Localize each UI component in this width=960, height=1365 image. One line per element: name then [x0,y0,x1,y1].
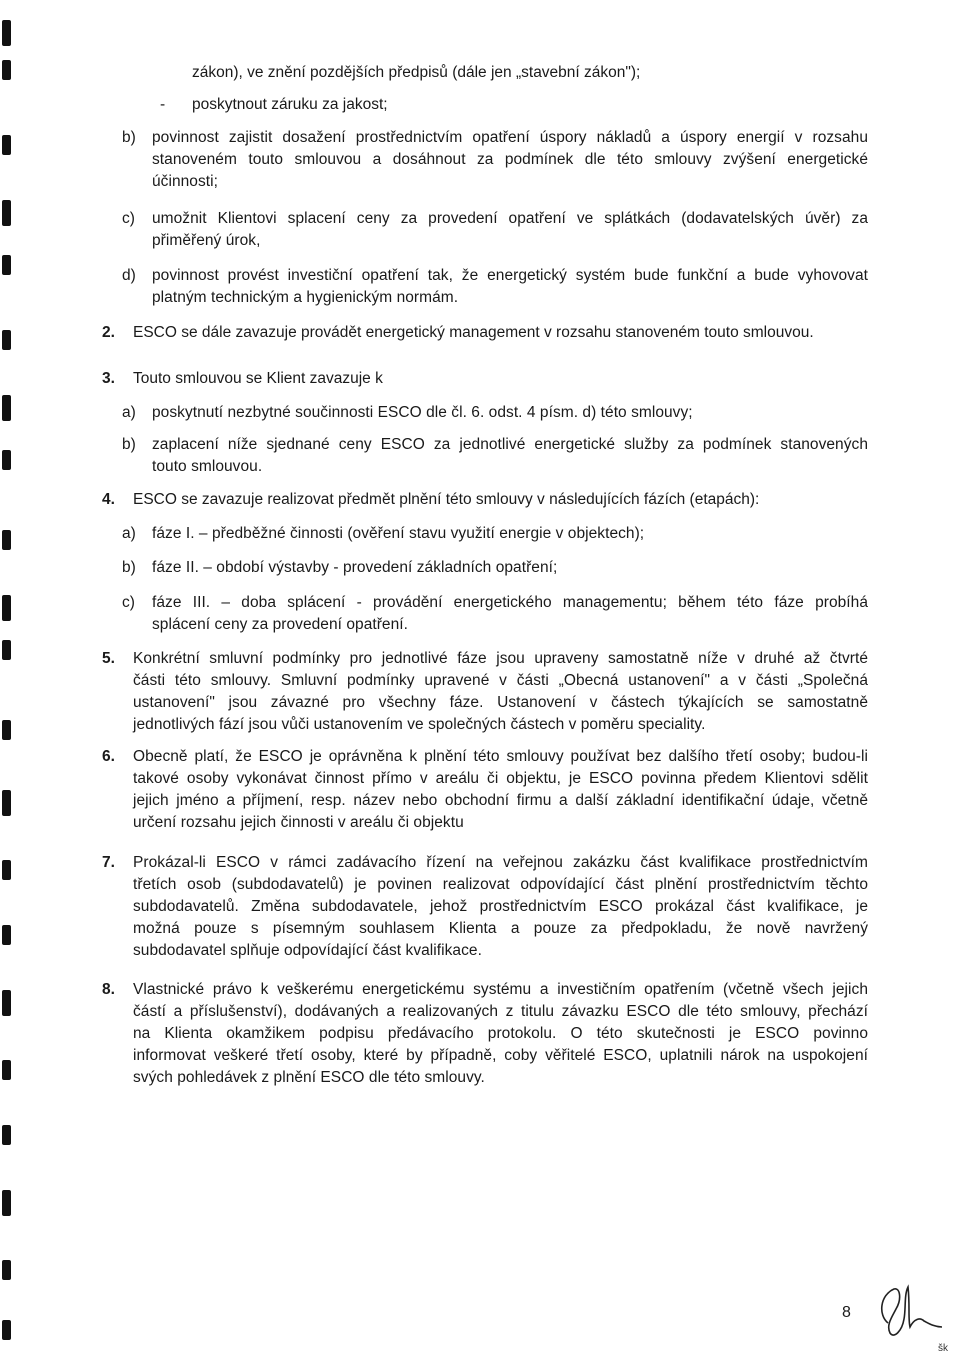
text-line: platným technickým a hygienickým normám. [152,289,459,306]
text-line: přiměřený úrok, [152,232,261,249]
text-line: částí a příslušenství), dodávaných a realizovaných z titulu závazku ESCO dle této smlouvy, přechází [133,1003,868,1020]
text-line: subdodavatel splňuje odpovídající část kvalifikace. [133,942,482,959]
list-item-label: a) [122,525,136,542]
binding-hole [2,1320,11,1340]
list-item-text [152,127,868,193]
text-line: jejich jméno a příjmení, resp. název nebo obchodní firmu a další základní identifikační údaje, včetně [133,792,868,809]
section-text: ESCO se zavazuje realizovat předmět plnění této smlouvy v následujících fázích (etapách): [133,491,760,508]
text-line: možná pouze s písemným souhlasem Klienta a pouze za předpokladu, že nově navržený [133,920,868,937]
list-item-label: b) [122,436,136,453]
list-item-text [152,208,868,252]
text-line: takové osoby vykonávat činnost přímo v areálu či objektu, je ESCO povinna předem Klientovi sdělit [133,770,868,787]
section-text [133,746,868,834]
list-item-text [152,557,868,579]
section-number: 3. [102,370,115,387]
binding-hole [2,395,11,421]
section-text: ESCO se dále zavazuje provádět energetický management v rozsahu stanoveném touto smlouvou. [133,324,814,341]
section-text [133,852,868,962]
section-number: 5. [102,650,115,667]
text-line: třetích osob (subdodavatelů) je povinen realizovat odpovídající část plnění prostřednictvím těchto [133,876,868,893]
binding-hole [2,1260,11,1280]
text-line: ustanovení" jsou závazné pro všechny fáze. Ustanovení v částech týkajících se samostatně [133,694,868,711]
text-line: účinnosti; [152,173,218,190]
list-item-label: c) [122,594,135,611]
binding-hole [2,790,11,816]
dash-item-text: poskytnout záruku za jakost; [192,96,388,113]
list-item-label: c) [122,210,135,227]
text-line: části této smlouvy. Smluvní podmínky upravené v části „Obecná ustanovení" a v části „Společná [133,672,868,689]
list-item-text [152,265,868,309]
text-line: na Klienta okamžikem podpisu předávacího protokolu. O této skutečnosti je ESCO povinno [133,1025,868,1042]
list-item-label: b) [122,559,136,576]
section-number: 7. [102,854,115,871]
binding-hole [2,860,11,880]
list-item-text [152,523,868,545]
list-item-text [152,402,868,424]
binding-hole [2,720,11,740]
text-line: subdodavatelů. Změna subdodavatele, jehož prostřednictvím ESCO prokázal část kvalifikace, je [133,898,868,915]
list-item-text [152,592,868,636]
top-line: zákon), ve znění pozdějších předpisů (dále jen „stavební zákon"); [192,64,641,81]
text-line: fáze I. – předběžné činnosti (ověření stavu využití energie v objektech); [152,525,645,542]
binding-hole [2,1125,11,1145]
text-line: fáze III. – doba splácení - provádění energetického managementu; během této fáze probíhá [152,594,868,611]
section-number: 4. [102,491,115,508]
list-item-text [152,434,868,478]
binding-hole [2,135,11,155]
handwritten-signature [868,1275,958,1350]
dash-bullet: - [160,96,166,113]
list-item-label: b) [122,129,136,146]
binding-hole [2,1060,11,1080]
text-line: touto smlouvou. [152,458,263,475]
binding-hole [2,330,11,350]
binding-hole [2,60,11,80]
text-line: Obecně platí, že ESCO je oprávněna k plnění této smlouvy používat bez dalšího třetí osoby; budou-li [133,748,868,765]
section-text [133,979,868,1089]
text-line: svých pohledávek z plnění ESCO dle této smlouvy. [133,1069,485,1086]
section-text: Touto smlouvou se Klient zavazuje k [133,370,383,387]
text-line: určení rozsahu jejich činnosti v areálu či objektu [133,814,464,831]
binding-hole [2,595,11,621]
section-text [133,648,868,736]
binding-hole [2,530,11,550]
text-line: Konkrétní smluvní podmínky pro jednotlivé fáze jsou upraveny samostatně níže v druhé až čtvrté [133,650,868,667]
binding-hole [2,450,11,470]
section-number: 8. [102,981,115,998]
text-line: informovat veškeré třetí osoby, které by případně, coby věřitelé ESCO, uplatnili nárok na uspokojení [133,1047,868,1064]
binding-hole [2,925,11,945]
text-line: jednotlivých fází jsou vůči ustanovením ve společných částech v poměru speciality. [133,716,706,733]
section-number: 6. [102,748,115,765]
text-line: povinnost provést investiční opatření tak, že energetický systém bude funkční a bude vyhovovat [152,267,868,284]
text-line: stanoveném touto smlouvou a dosáhnout za podmínek dle této smlouvy zvýšení energetické [152,151,868,168]
text-line: splácení ceny za provedení opatření. [152,616,408,633]
binding-hole [2,20,11,46]
text-line: fáze II. – období výstavby - provedení základních opatření; [152,559,558,576]
binding-hole [2,255,11,275]
page-number: 8 [842,1304,851,1321]
binding-hole [2,1190,11,1216]
text-line: Vlastnické právo k veškerému energetickému systému a investičním opatřením (včetně všech jejich [133,981,868,998]
text-line: zaplacení níže sjednané ceny ESCO za jednotlivé energetické služby za podmínek stanovených [152,436,868,453]
text-line: Prokázal-li ESCO v rámci zadávacího řízení na veřejnou zakázku část kvalifikace prostřednictvím [133,854,868,871]
binding-hole [2,990,11,1016]
binding-hole [2,640,11,660]
corner-initials: šk [938,1343,948,1354]
text-line: umožnit Klientovi splacení ceny za provedení opatření ve splátkách (dodavatelských úvěr) za [152,210,868,227]
section-number: 2. [102,324,115,341]
text-line: povinnost zajistit dosažení prostřednictvím opatření úspory nákladů a úspory energií v rozsahu [152,129,868,146]
binding-hole [2,200,11,226]
text-line: poskytnutí nezbytné součinnosti ESCO dle čl. 6. odst. 4 písm. d) této smlouvy; [152,404,693,421]
binding-holes-strip [0,0,22,1365]
list-item-label: a) [122,404,136,421]
list-item-label: d) [122,267,136,284]
